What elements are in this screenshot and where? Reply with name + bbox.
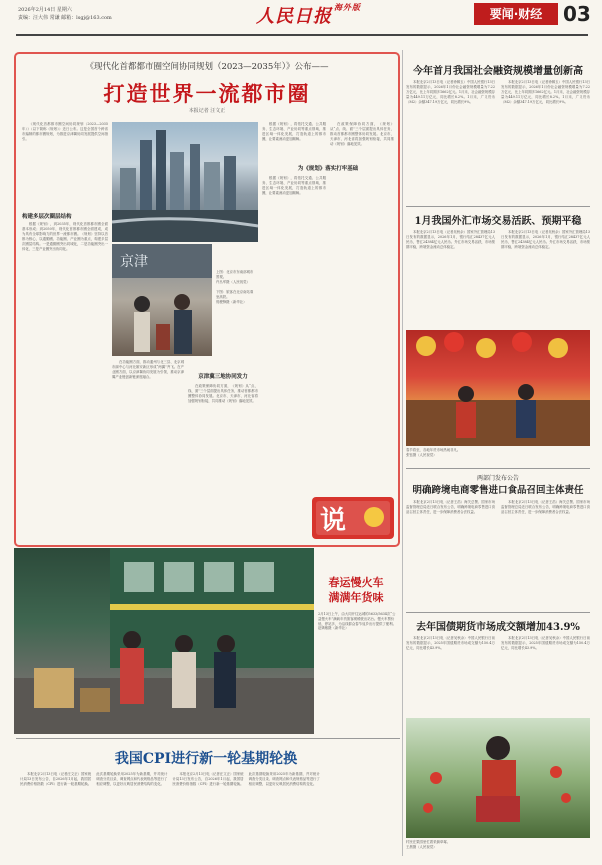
issue-date: 2026年2月14日 星期六	[18, 7, 72, 13]
lead-col2b-text: 在政策保障协同方面，《规划》从“点、线、面”三个层面提出具体任务，推动首都都市圈整体协同发展。北京市、天津市、河北省将加强规划衔接，共同推动《规划》落地见效。	[188, 384, 258, 403]
lead-col2b	[188, 384, 258, 540]
bottom-title: 我国CPI进行新一轮基期轮换	[114, 751, 298, 767]
train-headline	[316, 575, 396, 605]
bottom-body-text-2: 本报北京2月13日电（记者汪文正）国家统计局13日发布公告，自2026年1月起，我国居民消费价格指数（CPI）进行新一轮基期轮换。此次基期轮换采用2025年为新基期，并对统计调查分类目录、调查网点和代表规格品等进行了相应调整，以更好反映居民消费结构的变化。	[172, 772, 320, 786]
lead-title: 打造世界一流都市圈	[103, 81, 311, 106]
right-title-2: 1月我国外汇市场交易活跃、预期平稳	[414, 216, 582, 227]
right-body-2-text-2: 本报北京2月13日电（记者吴秋余）国家外汇管理局13日发布的数据显示，2026年1月，银行结汇28437亿元人民币，售汇24384亿元人民币。外汇市场交易活跃，市场预期平稳，跨境资金流动总体稳定。	[501, 230, 590, 249]
right-title-1: 今年首月我国社会融资规模增量创新高	[413, 66, 583, 77]
station-graphic	[112, 244, 212, 356]
strawberry-caption: 村民在果园里忙着采摘草莓。 王晨摄（人民视觉）	[406, 840, 451, 849]
masthead-meta	[18, 6, 112, 22]
train-graphic	[14, 548, 314, 734]
train-title-line1: 春运慢火车	[328, 576, 384, 589]
lead-col2	[112, 360, 184, 540]
photo2-caption: 下图：旅客在北京南站乘坐高铁。 郭俊锋摄（新华社）	[216, 290, 254, 304]
train-caption: 2月13日上午，由大同开往运城的5633/5634次“公益慢火车”满载年货旅客缓缓驶出站台。慢火车票价低、停站多，为沿线群众春节返乡出行提供了便利。 赵嫣敏摄（新华社）	[318, 612, 396, 631]
right-body-1-text-2: 本报北京2月13日电（记者徐佩玉）中国人民银行13日发布的数据显示，2026年1月份社会融资规模增量为7.22万亿元，比上年同期多1662亿元。1月末，社会融资规模存量为449.11万亿元，同比增长8.2%。1月末，广义货币（M2）余额347.19万亿元，同比增长9%。	[501, 80, 590, 104]
market-photo	[406, 330, 590, 446]
photo-captions	[216, 270, 256, 354]
right-body-1	[406, 80, 590, 202]
banner-graphic	[310, 493, 396, 543]
page-number: 03	[563, 2, 591, 26]
editors-line: 责编：汪大伟 常谦 邮箱：lsgj@163.com	[18, 15, 112, 21]
lead-kicker: 《现代化首都都市圈空间协同规划（2023—2035年）》公布——	[85, 62, 329, 72]
right-body-3	[406, 500, 590, 610]
bottom-body-text: 本报北京2月13日电（记者汪文正）国家统计局13日发布公告，自2026年1月起，我国居民消费价格指数（CPI）进行新一轮基期轮换。此次基期轮换采用2025年为新基期，并对统计调查分类目录、调查网点和代表规格品等进行了相应调整，以更好反映居民消费结构的变化。	[20, 772, 168, 786]
lead-intro-text: 《现代化首都都市圈空间协同规划（2023—2035年）》（以下简称《规划》）近日公布。这是全国首个跨省市编制的都市圈规划，为推进京津冀协同发展提供空间指引。	[22, 122, 108, 141]
commentary-banner	[310, 493, 396, 543]
logo-sub: 海外版	[334, 2, 361, 12]
lead-col3-text: 根据《规划》，将依托交通、公共服务、生态环境、产业协同等重点领域，推进区域一体化发展，打造轨道上的都市圈，让要素流动更加顺畅。	[262, 176, 326, 195]
right-body-4	[406, 636, 590, 716]
train-title-line2: 满满年货味	[328, 591, 384, 604]
right-body-4-text-2: 本报北京2月13日电（记者吴秋余）中国人民银行日前发布的数据显示，2025年国债期货市场成交额为150.4万亿元，同比增长43.9%。	[501, 636, 590, 650]
section-badge: 要闻·财经	[474, 3, 558, 25]
market-caption: 春节将至，各地年货市场热闹非凡。 张钰摄（人民视觉）	[406, 448, 461, 457]
city-skyline-graphic	[112, 122, 258, 242]
right-body-2-text: 本报北京2月13日电（记者吴秋余）国家外汇管理局13日发布的数据显示，2026年1月，银行结汇28437亿元人民币，售汇24384亿元人民币。外汇市场交易活跃，市场预期平稳，跨境资金流动总体稳定。	[406, 230, 495, 249]
bottom-rule	[16, 738, 400, 739]
lead-byline: 本报记者 汪文正	[188, 108, 226, 114]
lead-intro	[22, 122, 108, 208]
right-body-3-text-2: 本报北京2月13日电（记者王浩）海关总署、国家市场监督管理总局近日联合发布公告，明确跨境电商零售进口食品召回主体责任，进一步保障消费者合法权益。	[501, 500, 590, 514]
masthead-rule	[16, 34, 588, 36]
right-rule-1	[406, 206, 590, 207]
lead-col3	[262, 176, 326, 486]
lead-col2-text: 在功能圈方面，推动通州与北三县、北京城市副中心与河北雄安新区形成“两翼”齐飞。在产业圈方面，以京津冀协同发展为引领，推动京津冀产业链创新链深度融合。	[112, 360, 184, 379]
right-kicker-3: 两部门发布公告	[476, 475, 519, 482]
right-body-4-text: 本报北京2月13日电（记者吴秋余）中国人民银行日前发布的数据显示，2025年国债期货市场成交额为150.4万亿元，同比增长43.9%。	[406, 636, 495, 650]
photo1-caption: 上图：北京市东南部城市景观。 许丛军摄（人民视觉）	[216, 270, 254, 284]
lead-subhead-1: 构建多层次圈层结构	[22, 214, 72, 220]
lead-col1-text: 根据《规划》，到2035年，现代化首都都市圈全面基本形成；到2050年，现代化首都都市圈全面建成，成为具有全球影响力的世界一流都市圈。《规划》坚持以首都为核心，以通勤圈、功能圈、产业圈为重点，构建多层次圈层结构。一是通勤圈突出同城化，二是功能圈突出一体化，三是产业圈突出协同化。	[22, 222, 108, 251]
logo-text: 人民日报	[256, 6, 332, 27]
lead-col4	[330, 122, 394, 486]
right-rule-2	[406, 468, 590, 469]
strawberry-photo	[406, 718, 590, 838]
lead-subhead-2: 为《规划》落实打牢基础	[297, 166, 359, 172]
right-rule-3	[406, 612, 590, 613]
lead-col3-top	[262, 122, 326, 162]
station-photo	[112, 244, 212, 356]
lead-col1	[22, 222, 108, 540]
banner-char: 说	[320, 506, 347, 536]
right-title-4: 去年国债期货市场成交额增加43.9%	[416, 622, 580, 633]
column-divider	[402, 50, 403, 856]
strawberry-graphic	[406, 718, 590, 838]
svg-text:京津: 京津	[120, 254, 148, 270]
market-graphic	[406, 330, 590, 446]
lead-col4-text: 在政策保障协同方面，《规划》从“点、线、面”三个层面提出具体任务，推动首都都市圈整体协同发展。北京市、天津市、河北省将加强规划衔接，共同推动《规划》落地见效。	[330, 122, 394, 146]
right-body-3-text: 本报北京2月13日电（记者王浩）海关总署、国家市场监督管理总局近日联合发布公告，明确跨境电商零售进口食品召回主体责任，进一步保障消费者合法权益。	[406, 500, 495, 514]
bottom-body	[20, 772, 396, 858]
train-photo	[14, 548, 314, 734]
lead-col3-top-text: 根据《规划》，将依托交通、公共服务、生态环境、产业协同等重点领域，推进区域一体化发展，打造轨道上的都市圈，让要素流动更加顺畅。	[262, 122, 326, 141]
city-skyline-photo	[112, 122, 258, 242]
masthead	[0, 0, 602, 34]
newspaper-logo	[256, 2, 361, 28]
right-body-2	[406, 230, 590, 328]
right-title-3: 明确跨境电商零售进口食品召回主体责任	[412, 485, 584, 496]
lead-subhead-3: 京津冀三地协同发力	[198, 374, 248, 380]
right-body-1-text: 本报北京2月13日电（记者徐佩玉）中国人民银行13日发布的数据显示，2026年1月份社会融资规模增量为7.22万亿元，比上年同期多1662亿元。1月末，社会融资规模存量为449.11万亿元，同比增长8.2%。1月末，广义货币（M2）余额347.19万亿元，同比增长9%。	[406, 80, 495, 104]
